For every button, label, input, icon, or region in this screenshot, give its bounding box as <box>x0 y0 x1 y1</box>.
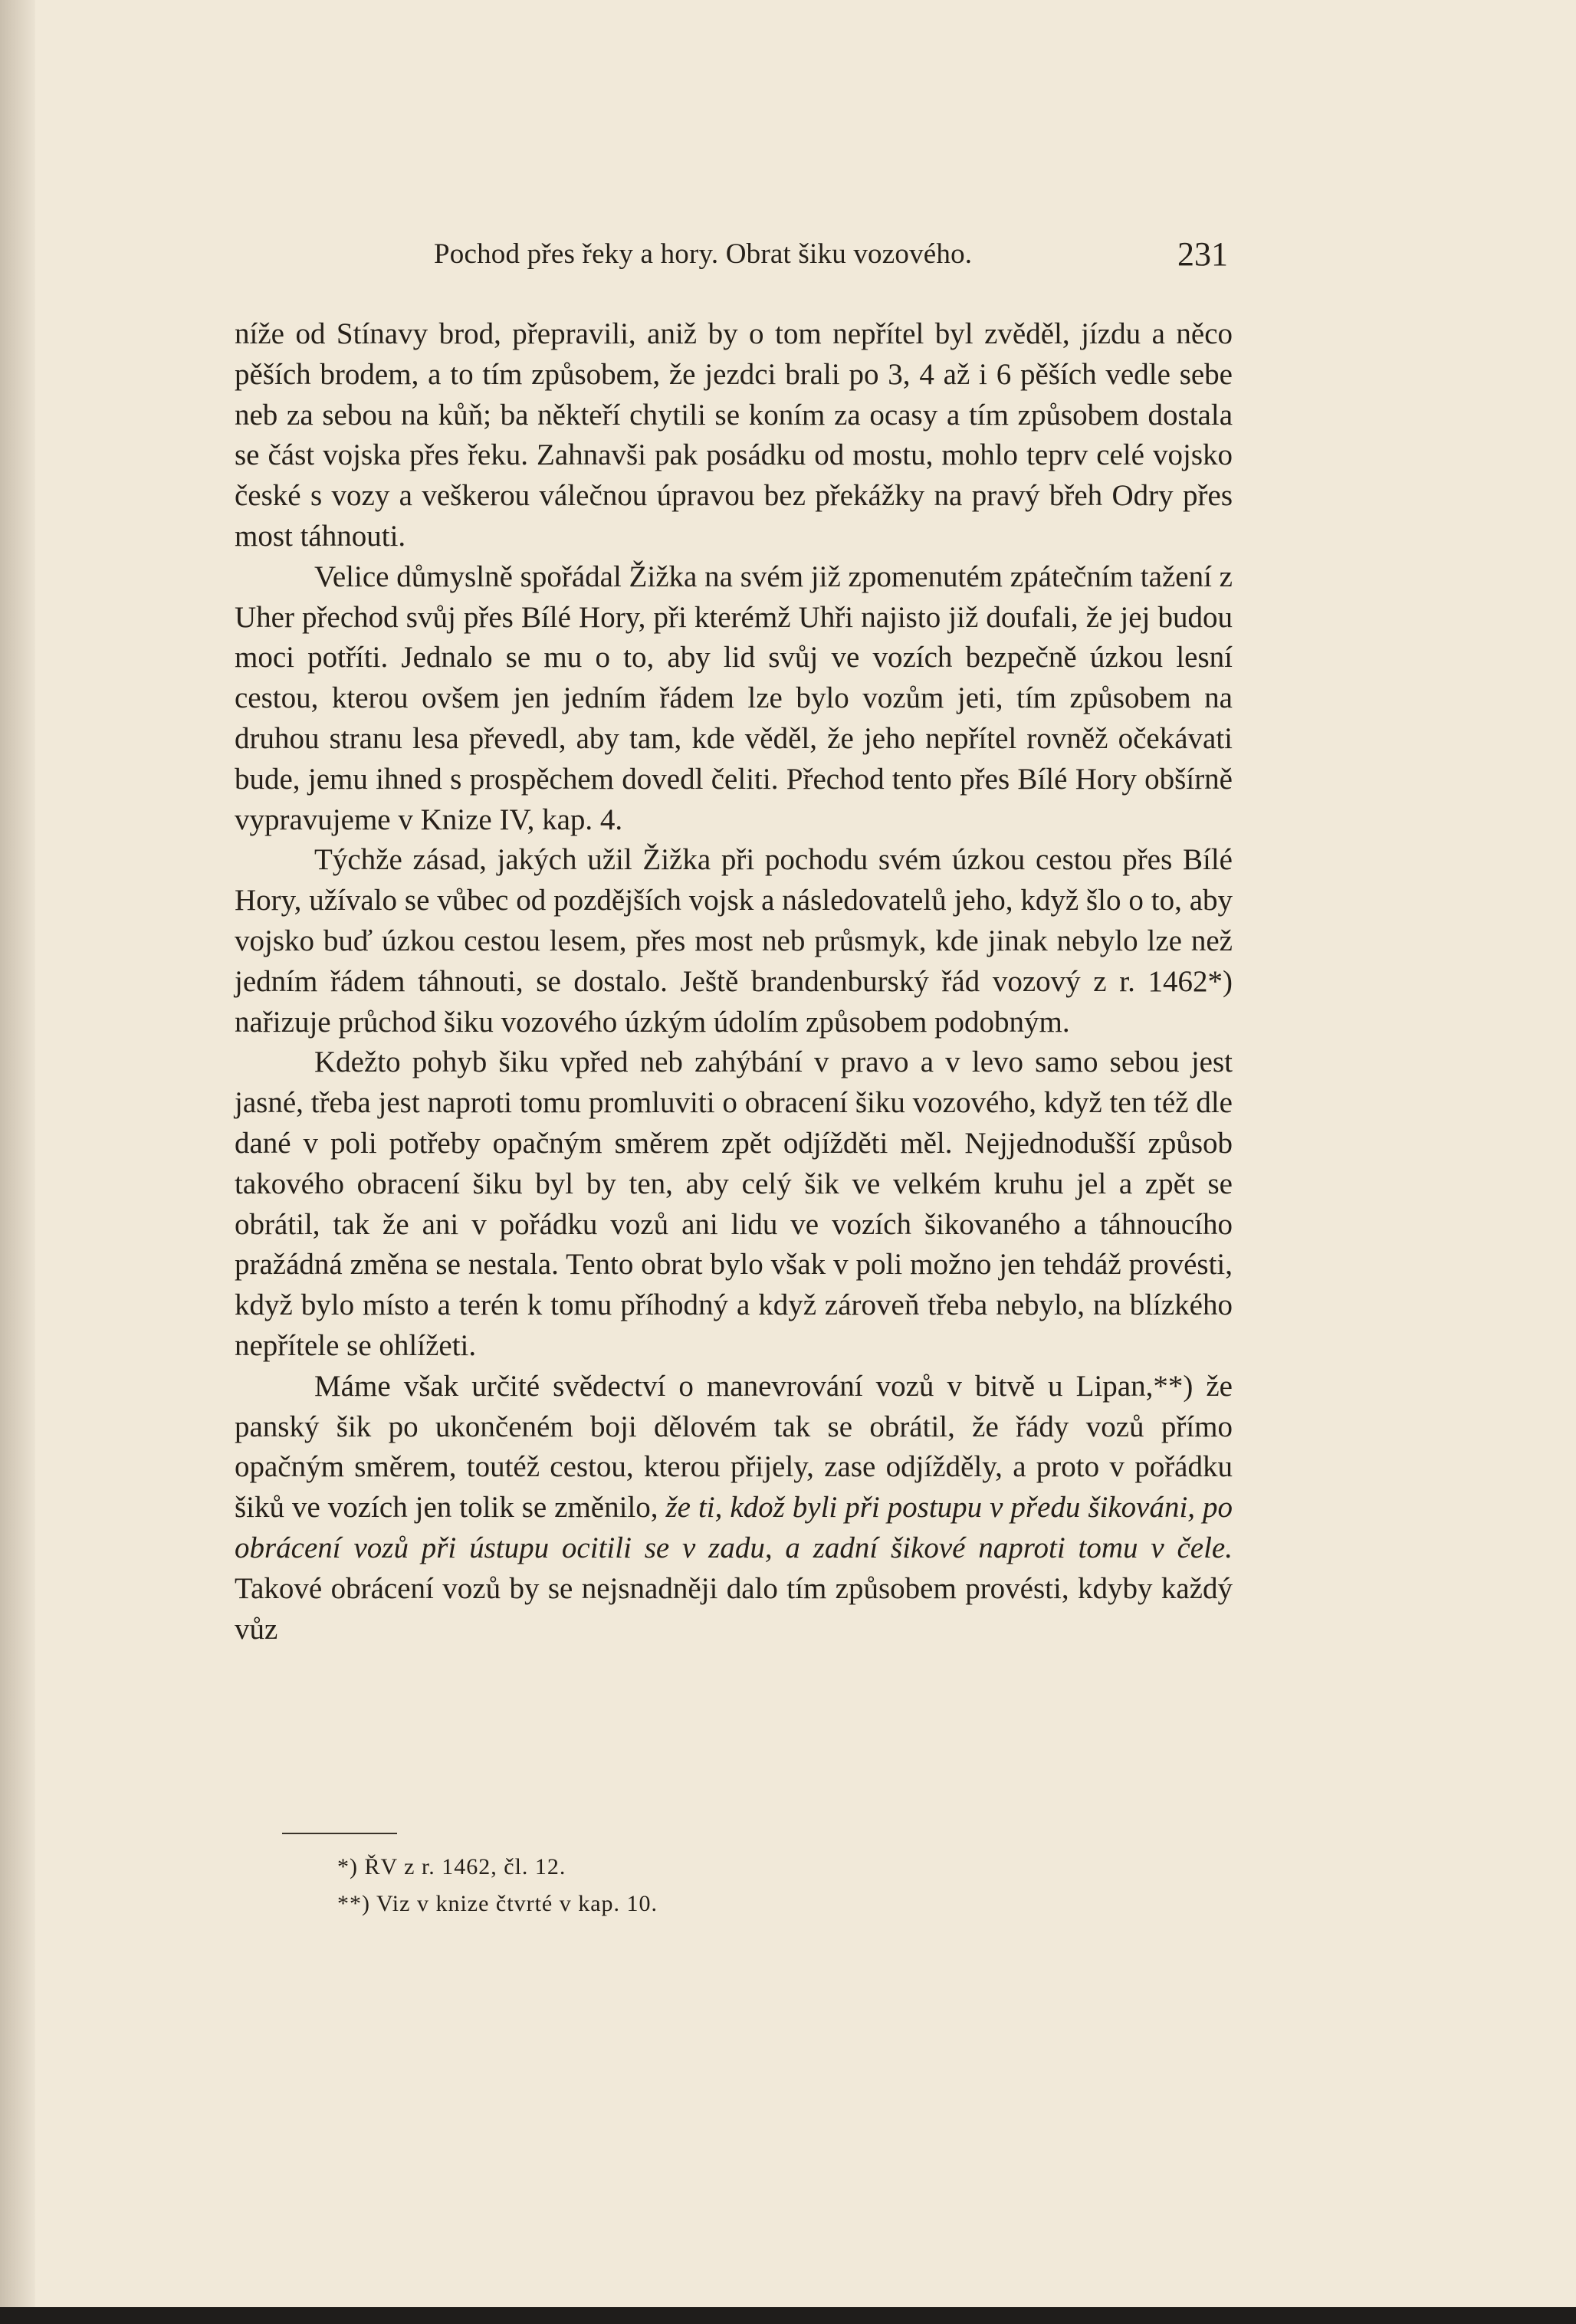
paragraph-4: Kdežto pohyb šiku vpřed neb zahýbání v pravo a v levo samo sebou jest jasné, třeba jest naproti tomu promluviti o obracení šiku vozového, když ten též dle dané v poli potřeby opačným směrem zpět odjížděti měl. Nejjednodušší způsob takového obracení šiku byl by ten, aby celý šik ve velkém kruhu jel a zpět se obrátil, tak že ani v pořádku vozů ani lidu ve vozích šikovaného a táhnoucího pražádná změna se nestala. Tento obrat bylo však v poli možno jen tehdáž provésti, když bylo místo a terén k tomu příhodný a když zároveň třeba nebylo, na blízkého nepřítele se ohlížeti. <box>235 1045 1233 1362</box>
footnote-1: *) ŘV z r. 1462, čl. 12. <box>337 1854 566 1879</box>
footnote-rule <box>282 1833 397 1834</box>
paragraph-5 <box>235 1367 1233 1650</box>
footnote-2: **) Viz v knize čtvrté v kap. 10. <box>337 1891 658 1916</box>
book-binding-edge <box>0 0 35 2324</box>
footnotes <box>337 1849 658 1922</box>
paragraph-2: Velice důmyslně spořádal Žižka na svém již zpomenutém zpátečním tažení z Uher přechod svůj přes Bílé Hory, při kterémž Uhři najisto již doufali, že jej budou moci potříti. Jednalo se mu o to, aby lid svůj ve vozích bezpečně úzkou lesní cestou, kterou ovšem jen jedním řádem lze bylo vozům jeti, tím způsobem na druhou stranu lesa převedl, aby tam, kde věděl, že jeho nepřítel rovněž očekávati bude, jemu ihned s prospěchem dovedl čeliti. Přechod tento přes Bílé Hory obšírně vypravujeme v Knize IV, kap. 4. <box>235 560 1233 836</box>
paragraph-5-end: Takové obrácení vozů by se nejsnadněji dalo tím způsobem provésti, kdyby každý vůz <box>235 1571 1233 1646</box>
scan-bottom-edge <box>0 2307 1576 2324</box>
paragraph-5-start: Máme však určité svědectví o manevrování vozů v bitvě u Lipan,**) že panský šik po ukončeném boji dělovém tak se obrátil, že řády vozů přímo opačným směrem, toutéž cestou, kterou přijely, zase odjížděly, a proto v pořádku šiků ve vozích jen tolik se změnilo, <box>235 1369 1233 1525</box>
running-head: Pochod přes řeky a hory. Obrat šiku vozového. <box>434 238 973 270</box>
paragraph-5-italic: že ti, kdož byli při postupu v předu šikováni, po obrácení vozů při ústupu ocitili se v zadu, a zadní šikové naproti tomu v čele. <box>235 1491 1233 1564</box>
paragraph-1: níže od Stínavy brod, přepravili, aniž by o tom nepřítel byl zvěděl, jízdu a něco pěších brodem, a to tím způsobem, že jezdci brali po 3, 4 až i 6 pěších vedle sebe neb za sebou na kůň; ba někteří chytili se koním za ocasy a tím způsobem dostala se část vojska přes řeku. Zahnavši pak posádku od mostu, mohlo teprv celé vojsko české s vozy a veškerou válečnou úpravou bez překážky na pravý břeh Odry přes most táhnouti. <box>235 317 1233 553</box>
page-number: 231 <box>1177 235 1228 273</box>
paragraph-3: Týchže zásad, jakých užil Žižka při pochodu svém úzkou cestou přes Bílé Hory, užívalo se vůbec od pozdějších vojsk a následovatelů jeho, když šlo o to, aby vojsko buď úzkou cestou lesem, přes most neb průsmyk, kde jinak nebylo lze než jedním řádem táhnouti, se dostalo. Ještě brandenburský řád vozový z r. 1462*) nařizuje průchod šiku vozového úzkým údolím způsobem podobným. <box>235 843 1233 1039</box>
body-text <box>235 314 1233 1649</box>
